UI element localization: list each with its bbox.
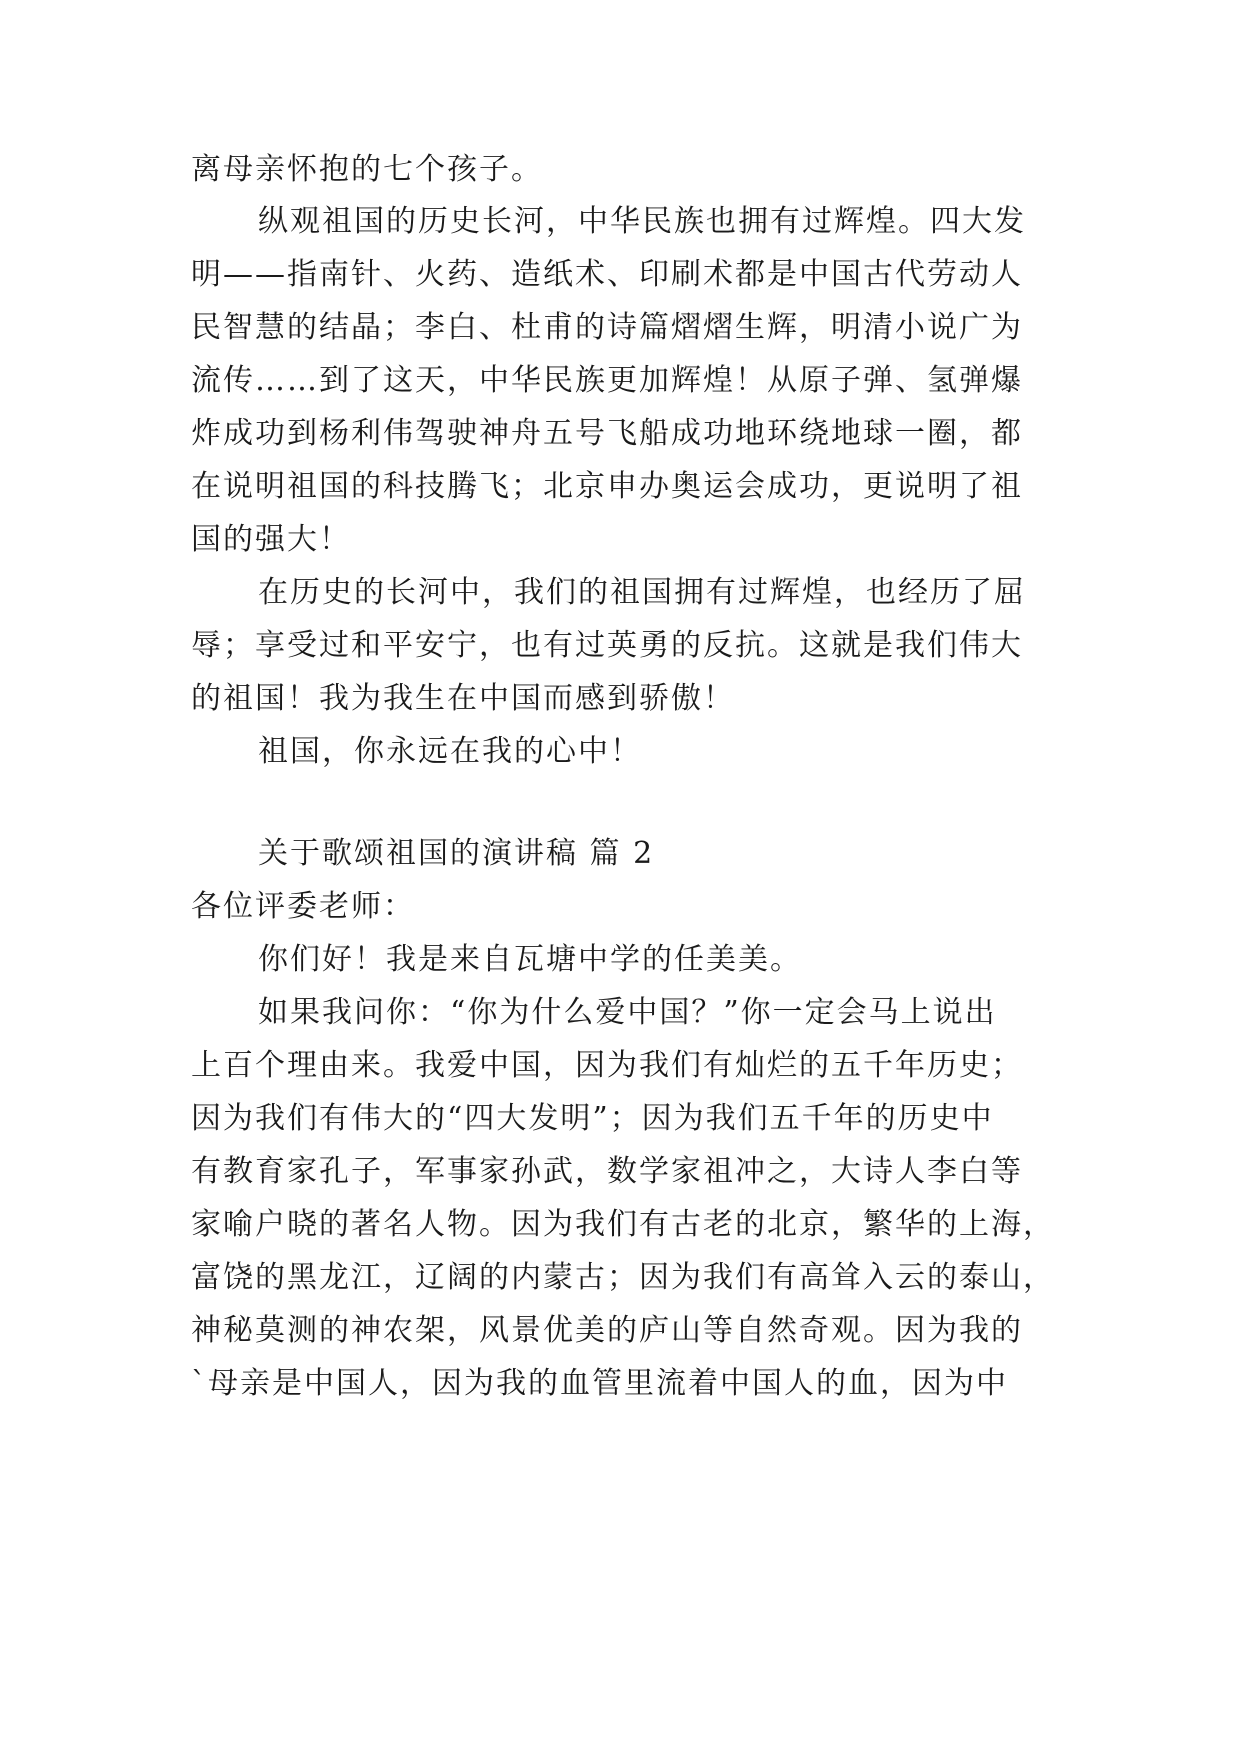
text-line: 炸成功到杨利伟驾驶神舟五号飞船成功地环绕地球一圈，都: [191, 416, 1023, 451]
text-line: 富饶的黑龙江，辽阔的内蒙古；因为我们有高耸入云的泰山，: [191, 1260, 1055, 1295]
text-line: 祖国，你永远在我的心中！: [258, 734, 642, 769]
text-line: 的祖国！我为我生在中国而感到骄傲！: [191, 681, 735, 716]
text-line: 流传……到了这天，中华民族更加辉煌！从原子弹、氢弹爆: [191, 363, 1023, 398]
text-line: 纵观祖国的历史长河，中华民族也拥有过辉煌。四大发: [258, 204, 1026, 239]
text-line: 辱；享受过和平安宁，也有过英勇的反抗。这就是我们伟大: [191, 628, 1023, 663]
text-line: 如果我问你：“你为什么爱中国？”你一定会马上说出: [258, 995, 997, 1030]
text-line: 在历史的长河中，我们的祖国拥有过辉煌，也经历了屈: [258, 575, 1026, 610]
text-line: 明——指南针、火药、造纸术、印刷术都是中国古代劳动人: [191, 257, 1023, 292]
text-line: 你们好！我是来自瓦塘中学的任美美。: [258, 942, 802, 977]
text-line: 在说明祖国的科技腾飞；北京申办奥运会成功，更说明了祖: [191, 469, 1023, 504]
text-line: 神秘莫测的神农架，风景优美的庐山等自然奇观。因为我的: [191, 1313, 1023, 1348]
text-line: 家喻户晓的著名人物。因为我们有古老的北京，繁华的上海，: [191, 1207, 1055, 1242]
text-line: 有教育家孔子，军事家孙武，数学家祖冲之，大诗人李白等: [191, 1154, 1023, 1189]
section-heading: 关于歌颂祖国的演讲稿 篇 2: [258, 836, 655, 871]
text-line: `母亲是中国人，因为我的血管里流着中国人的血，因为中: [191, 1366, 1008, 1401]
text-line: 因为我们有伟大的“四大发明”；因为我们五千年的历史中: [191, 1101, 994, 1136]
salutation: 各位评委老师：: [191, 889, 415, 924]
text-line: 上百个理由来。我爱中国，因为我们有灿烂的五千年历史；: [191, 1048, 1023, 1083]
text-line: 国的强大！: [191, 522, 351, 557]
text-line: 离母亲怀抱的七个孩子。: [191, 152, 543, 187]
text-line: 民智慧的结晶；李白、杜甫的诗篇熠熠生辉，明清小说广为: [191, 310, 1023, 345]
